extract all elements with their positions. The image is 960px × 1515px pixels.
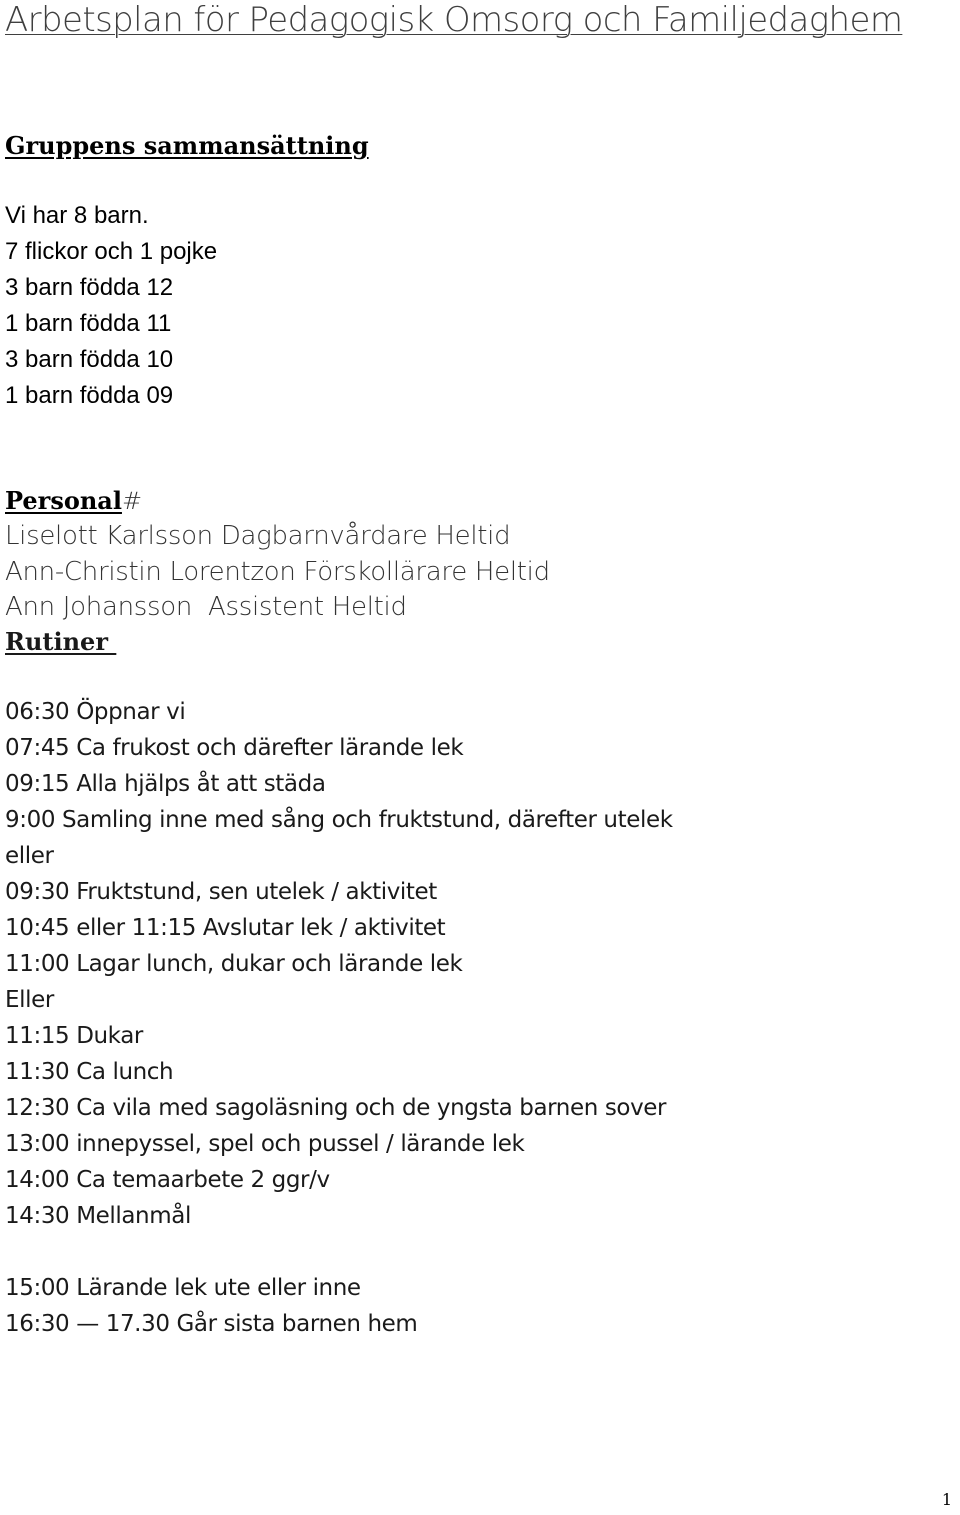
routine-item: 14:30 Mellanmål xyxy=(5,1203,191,1229)
staff-heading-suffix: # xyxy=(121,487,143,515)
routines-heading: Rutiner xyxy=(5,627,117,656)
routine-item: 15:00 Lärande lek ute eller inne xyxy=(5,1275,361,1301)
group-line: 7 flickor och 1 pojke xyxy=(5,238,218,265)
group-composition-heading: Gruppens sammansättning xyxy=(5,131,369,160)
routine-item: Eller xyxy=(5,987,54,1013)
routine-item: 06:30 Öppnar vi xyxy=(5,699,186,725)
staff-heading: Personal xyxy=(5,486,122,515)
routine-item: 13:00 innepyssel, spel och pussel / lärande lek xyxy=(5,1131,525,1157)
group-line: 3 barn födda 12 xyxy=(5,274,174,301)
staff-list xyxy=(5,519,550,626)
routine-item: 9:00 Samling inne med sång och fruktstund, därefter utelek xyxy=(5,807,673,833)
group-line: 3 barn födda 10 xyxy=(5,346,174,373)
staff-heading-row xyxy=(5,483,142,523)
group-composition-list xyxy=(5,198,217,414)
routine-item: eller xyxy=(5,843,54,869)
staff-member: Liselott Karlsson Dagbarnvårdare Heltid xyxy=(5,521,511,551)
staff-member: Ann-Christin Lorentzon Förskollärare Heltid xyxy=(5,556,550,587)
routine-item: 11:00 Lagar lunch, dukar och lärande lek xyxy=(5,951,463,977)
routine-item: 11:15 Dukar xyxy=(5,1023,143,1049)
routines-list xyxy=(5,694,673,1342)
routine-item: 10:45 eller 11:15 Avslutar lek / aktivitet xyxy=(5,915,446,941)
routine-item: 09:30 Fruktstund, sen utelek / aktivitet xyxy=(5,879,437,905)
group-line: 1 barn födda 09 xyxy=(5,382,174,409)
staff-member: Ann Johansson Assistent Heltid xyxy=(5,592,407,622)
routine-item: 07:45 Ca frukost och därefter lärande lek xyxy=(5,735,464,761)
routine-item: 09:15 Alla hjälps åt att städa xyxy=(5,771,326,797)
routine-item: 16:30 — 17.30 Går sista barnen hem xyxy=(5,1311,418,1337)
routine-item: 11:30 Ca lunch xyxy=(5,1059,174,1085)
routine-spacer xyxy=(5,1234,673,1270)
group-line: Vi har 8 barn. xyxy=(5,202,149,229)
document-title: Arbetsplan för Pedagogisk Omsorg och Familjedaghem xyxy=(5,0,903,40)
routine-item: 14:00 Ca temaarbete 2 ggr/v xyxy=(5,1167,330,1193)
group-line: 1 barn födda 11 xyxy=(5,310,172,337)
page-number: 1 xyxy=(941,1490,952,1509)
routine-item: 12:30 Ca vila med sagoläsning och de yngsta barnen sover xyxy=(5,1095,667,1121)
